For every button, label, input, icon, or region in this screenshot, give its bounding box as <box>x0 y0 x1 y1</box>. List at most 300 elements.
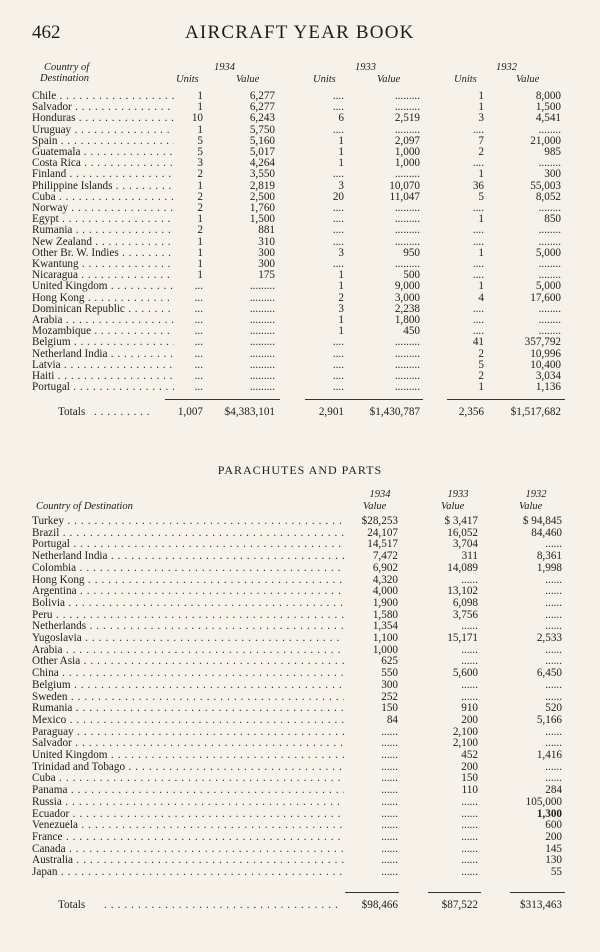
value-header-1932: Value <box>516 74 540 85</box>
country-name: Other Br. W. Indies . . . <box>32 248 174 259</box>
p-totals-value-1932: $313,463 <box>520 899 562 911</box>
totals-label: Totals <box>58 406 86 418</box>
units-1932: 7 <box>478 134 484 147</box>
p-value-1932: 520 <box>545 702 562 715</box>
table-row <box>0 738 600 750</box>
value-1934: 2,500 <box>249 190 275 203</box>
units-1933: .... <box>332 168 344 181</box>
p-value-1932: ...... <box>545 538 562 551</box>
table-row <box>0 867 600 879</box>
p-value-1933: ...... <box>461 830 478 843</box>
p-totals-label: Totals <box>58 899 86 911</box>
value-1934: ......... <box>249 381 275 394</box>
p-value-1934: $28,253 <box>361 515 398 527</box>
value-1934: 4,264 <box>249 157 275 170</box>
units-1934: 2 <box>197 202 203 214</box>
country-name: Salvador . . . <box>32 738 344 750</box>
p-value-1933: 910 <box>461 702 478 715</box>
units-1933: .... <box>332 258 344 270</box>
country-name: Hong Kong . . . <box>32 575 344 587</box>
units-1933: 3 <box>338 302 344 315</box>
value-1933: ......... <box>394 336 420 349</box>
p-value-1934: ...... <box>381 749 398 761</box>
value-1934: ......... <box>249 370 275 382</box>
value-1934: ......... <box>249 325 275 338</box>
country-name: Netherlands . . . <box>32 621 344 633</box>
country-name: Argentina . . . <box>32 586 344 598</box>
value-1934: 175 <box>258 269 275 282</box>
p-value-1932: 145 <box>545 842 562 855</box>
units-1934: ... <box>194 325 203 338</box>
value-1934: 1,500 <box>249 213 275 226</box>
table-row <box>0 855 600 867</box>
value-1932: 5,000 <box>535 246 561 259</box>
units-1933: .... <box>332 123 344 136</box>
p-value-1933: ...... <box>461 655 478 668</box>
country-name: Portugal . . . <box>32 382 174 393</box>
units-1934: ... <box>194 370 203 382</box>
country-name: Egypt . . . <box>32 214 174 225</box>
p-value-1934: ...... <box>381 725 398 738</box>
p-value-1932: ...... <box>545 585 562 598</box>
value-1932: 55,003 <box>530 179 561 192</box>
value-1932: ........ <box>538 157 561 170</box>
table-row <box>0 844 600 856</box>
country-name: New Zealand . . . <box>32 237 174 248</box>
value-1932: ........ <box>538 202 561 214</box>
country-name: Bolivia . . . <box>32 598 344 610</box>
table-row <box>0 586 600 598</box>
p-value-1932: ...... <box>545 760 562 773</box>
value-1934: ......... <box>249 358 275 371</box>
p-value-header-1932: Value <box>519 501 543 512</box>
value-1932: 10,400 <box>530 358 561 371</box>
p-value-1932: 600 <box>545 819 562 832</box>
value-1933: 2,238 <box>394 302 420 315</box>
p-value-1934: 6,902 <box>372 561 398 574</box>
units-1934: 1 <box>197 258 203 270</box>
p-value-1932: ...... <box>545 772 562 785</box>
p-value-1932: ...... <box>545 608 562 621</box>
units-1932: 1 <box>478 246 484 259</box>
table-row <box>0 762 600 774</box>
units-1932: .... <box>472 269 484 282</box>
units-1933: .... <box>332 347 344 360</box>
value-1934: 300 <box>258 258 275 270</box>
country-name: Costa Rica . . . <box>32 158 174 169</box>
value-1933: ......... <box>394 381 420 394</box>
p-value-1932: $ 94,845 <box>522 515 562 527</box>
value-1933: 450 <box>403 325 420 338</box>
units-1934: ... <box>194 336 203 349</box>
value-1932: 5,000 <box>535 280 561 293</box>
totals-value-1933: $1,430,787 <box>369 406 420 418</box>
value-1932: 985 <box>544 146 561 158</box>
value-header-1933: Value <box>377 74 401 85</box>
country-name: France . . . <box>32 832 344 844</box>
units-1933: 20 <box>332 190 344 203</box>
units-1933: 1 <box>338 146 344 158</box>
country-name: Yugoslavia . . . <box>32 633 344 645</box>
table-row <box>0 680 600 692</box>
units-1933: 3 <box>338 179 344 192</box>
p-year-1932-header: 1932 <box>525 489 547 500</box>
country-header-line1: Country of <box>44 62 90 73</box>
value-1933: ......... <box>394 101 420 114</box>
table-row <box>0 750 600 762</box>
table-row <box>0 797 600 809</box>
table-row <box>0 598 600 610</box>
value-1934: 6,277 <box>249 101 275 114</box>
totals-units-1933: 2,901 <box>318 406 344 418</box>
p-country-header: Country of Destination <box>36 501 133 512</box>
value-1932: 4,541 <box>535 112 561 125</box>
value-1933: ......... <box>394 370 420 382</box>
units-1933: .... <box>332 336 344 349</box>
p-value-1933: 13,102 <box>447 585 478 598</box>
p-total-rule-1933 <box>428 892 481 893</box>
totals-value-1934: $4,383,101 <box>224 406 275 418</box>
country-name: Rumania . . . <box>32 225 174 236</box>
units-1932: .... <box>472 224 484 237</box>
year-1933-header: 1933 <box>355 62 376 73</box>
p-value-1932: ...... <box>545 620 562 633</box>
value-1933: ......... <box>394 123 420 136</box>
units-1934: 1 <box>197 246 203 259</box>
value-1933: ......... <box>394 224 420 237</box>
p-value-1934: ...... <box>381 830 398 843</box>
units-1932: 5 <box>478 358 484 371</box>
units-1933: .... <box>332 358 344 371</box>
value-1934: 5,160 <box>249 134 275 147</box>
units-1933: 1 <box>338 325 344 338</box>
p-value-1932: 5,166 <box>536 713 562 726</box>
table-row <box>0 727 600 739</box>
value-1934: 300 <box>258 246 275 259</box>
country-name: Finland . . . <box>32 169 174 180</box>
p-value-1934: 1,900 <box>372 596 398 609</box>
units-1932: 4 <box>478 291 484 304</box>
totals-units-1934: 1,007 <box>177 406 203 418</box>
units-1933: 1 <box>338 269 344 282</box>
p-value-1934: ...... <box>381 854 398 867</box>
value-1932: ........ <box>538 258 561 270</box>
value-1933: 11,047 <box>389 190 420 203</box>
units-1934: ... <box>194 280 203 293</box>
p-totals-leader: . . . . . . . . . . . . . . . . . . . . . . . . . . . . . . . . . . . <box>104 899 339 911</box>
p-value-1934: 1,580 <box>372 608 398 621</box>
p-value-1932: 1,416 <box>536 749 562 761</box>
country-name: Spain . . . <box>32 136 174 147</box>
p-value-1933: ...... <box>461 678 478 691</box>
table-row <box>0 809 600 821</box>
p-value-1932: 8,361 <box>536 550 562 563</box>
p-value-1933: ...... <box>461 842 478 855</box>
p-value-1932: 1,998 <box>536 561 562 574</box>
p-value-1934: 84 <box>386 713 398 726</box>
units-1934: ... <box>194 381 203 394</box>
p-value-1934: 7,472 <box>372 550 398 563</box>
table-row <box>0 528 600 540</box>
p-value-1933: 311 <box>461 550 478 563</box>
units-1933: 2 <box>338 291 344 304</box>
units-1933: .... <box>332 224 344 237</box>
value-1934: ......... <box>249 347 275 360</box>
value-1933: 1,000 <box>394 157 420 170</box>
value-1933: ......... <box>394 347 420 360</box>
table-row <box>0 563 600 575</box>
p-value-1934: ...... <box>381 784 398 797</box>
p-value-1934: 24,107 <box>367 526 398 539</box>
country-name: Canada . . . <box>32 844 344 856</box>
value-1933: 9,000 <box>394 280 420 293</box>
p-totals-row <box>0 900 600 912</box>
value-1932: 1,136 <box>535 381 561 394</box>
units-1933: 1 <box>338 314 344 326</box>
p-value-1933: 2,100 <box>452 725 478 738</box>
value-1932: ........ <box>538 314 561 326</box>
units-1934: 1 <box>197 123 203 136</box>
p-value-1934: 4,320 <box>372 573 398 586</box>
units-1934: 2 <box>197 168 203 181</box>
units-1934: 1 <box>197 101 203 114</box>
value-1933: 1,000 <box>394 146 420 158</box>
value-1933: 500 <box>403 269 420 282</box>
units-1933: 6 <box>338 112 344 125</box>
value-1932: 850 <box>544 213 561 226</box>
value-1933: 1,800 <box>394 314 420 326</box>
p-value-1933: 5,600 <box>452 667 478 680</box>
value-1932: 357,792 <box>524 336 561 349</box>
p-value-1933: ...... <box>461 819 478 832</box>
value-1934: ......... <box>249 302 275 315</box>
units-1932: 1 <box>478 280 484 293</box>
p-value-1933: 2,100 <box>452 737 478 750</box>
units-header-1932: Units <box>454 74 477 85</box>
p-value-1932: 284 <box>545 784 562 797</box>
units-1933: .... <box>332 370 344 382</box>
units-1932: 5 <box>478 190 484 203</box>
units-1933: 1 <box>338 280 344 293</box>
country-name: Belgium . . . <box>32 337 174 348</box>
units-1932: .... <box>472 235 484 248</box>
p-value-1934: ...... <box>381 772 398 785</box>
value-1932: ........ <box>538 224 561 237</box>
p-value-1933: 14,089 <box>447 561 478 574</box>
country-name: Guatemala . . . <box>32 147 174 158</box>
value-1933: ......... <box>394 202 420 214</box>
p-value-1934: ...... <box>381 866 398 878</box>
units-1932: 2 <box>478 146 484 158</box>
country-name: Nicaragua . . . <box>32 270 174 281</box>
country-name: United Kingdom . . . <box>32 750 344 762</box>
p-value-1933: ...... <box>461 643 478 656</box>
table-row <box>0 692 600 704</box>
p-value-1933: 452 <box>461 749 478 761</box>
p-value-1934: 550 <box>381 667 398 680</box>
p-value-1932: ...... <box>545 690 562 703</box>
p-value-1933: 3,704 <box>452 538 478 551</box>
country-name: Kwantung . . . <box>32 259 174 270</box>
p-value-1934: 4,000 <box>372 585 398 598</box>
value-1932: ........ <box>538 235 561 248</box>
units-1933: .... <box>332 101 344 114</box>
table-row <box>0 703 600 715</box>
units-1934: 5 <box>197 146 203 158</box>
value-1932: 21,000 <box>530 134 561 147</box>
value-1932: 8,000 <box>535 90 561 102</box>
p-value-1934: ...... <box>381 760 398 773</box>
p-value-1933: 200 <box>461 760 478 773</box>
country-name: Cuba . . . <box>32 773 344 785</box>
value-1934: ......... <box>249 280 275 293</box>
p-value-1934: 1,100 <box>372 632 398 644</box>
table-row <box>0 715 600 727</box>
units-1933: 1 <box>338 134 344 147</box>
table-row <box>0 575 600 587</box>
units-1932: 3 <box>478 112 484 125</box>
country-name: Latvia . . . <box>32 360 174 371</box>
p-value-1932: ...... <box>545 678 562 691</box>
value-1934: ......... <box>249 336 275 349</box>
p-value-1932: 105,000 <box>525 795 562 808</box>
value-1934: 310 <box>258 235 275 248</box>
units-1934: 2 <box>197 190 203 203</box>
p-value-1934: 625 <box>381 655 398 668</box>
units-header-1934: Units <box>176 74 199 85</box>
p-totals-value-1934: $98,466 <box>361 899 398 911</box>
country-name: Arabia . . . <box>32 315 174 326</box>
country-name: Honduras . . . <box>32 113 174 124</box>
value-1933: 2,519 <box>394 112 420 125</box>
units-1933: .... <box>332 213 344 226</box>
p-value-1934: 14,517 <box>367 538 398 551</box>
totals-leader: . . . . . . . . . <box>94 406 151 418</box>
country-header-line2: Destination <box>40 73 89 84</box>
year-1934-header: 1934 <box>214 62 235 73</box>
country-name: Haiti . . . <box>32 371 174 382</box>
country-name: Belgium . . . <box>32 680 344 692</box>
units-1933: .... <box>332 381 344 394</box>
units-1934: ... <box>194 302 203 315</box>
p-value-1933: ...... <box>461 854 478 867</box>
country-name: Mexico . . . <box>32 715 344 727</box>
value-1934: 6,243 <box>249 112 275 125</box>
p-value-1932: 130 <box>545 854 562 867</box>
table-row <box>0 785 600 797</box>
value-1932: ........ <box>538 123 561 136</box>
p-value-1932: ...... <box>545 573 562 586</box>
value-1932: ........ <box>538 269 561 282</box>
value-1932: ........ <box>538 302 561 315</box>
p-value-1932: 1,300 <box>536 807 562 820</box>
table-row <box>0 633 600 645</box>
value-1933: 2,097 <box>394 134 420 147</box>
units-1934: ... <box>194 347 203 360</box>
country-name: China . . . <box>32 668 344 680</box>
country-name: Netherland India . . . <box>32 551 344 563</box>
table-row <box>0 773 600 785</box>
units-1934: 1 <box>197 179 203 192</box>
country-name: Ecuador . . . <box>32 809 344 821</box>
units-1933: .... <box>332 202 344 214</box>
country-name: Japan . . . <box>32 867 344 879</box>
p-value-1933: ...... <box>461 795 478 808</box>
value-1934: ......... <box>249 291 275 304</box>
units-1934: 1 <box>197 213 203 226</box>
country-name: Turkey . . . <box>32 516 344 528</box>
value-1933: ......... <box>394 358 420 371</box>
p-value-1932: ...... <box>545 643 562 656</box>
country-name: Paraguay . . . <box>32 727 344 739</box>
country-name: Arabia . . . <box>32 645 344 657</box>
value-1934: 5,750 <box>249 123 275 136</box>
country-name: Philippine Islands . . . <box>32 181 174 192</box>
p-value-1934: ...... <box>381 819 398 832</box>
page-number: 462 <box>32 22 61 43</box>
units-1932: 2 <box>478 347 484 360</box>
value-1932: 10,996 <box>530 347 561 360</box>
units-1934: 1 <box>197 235 203 248</box>
p-value-1933: 200 <box>461 713 478 726</box>
totals-units-1932: 2,356 <box>458 406 484 418</box>
value-1934: 5,017 <box>249 146 275 158</box>
units-1934: 3 <box>197 157 203 170</box>
units-1934: 1 <box>197 269 203 282</box>
p-totals-value-1933: $87,522 <box>441 899 478 911</box>
p-total-rule-1934 <box>345 892 399 893</box>
p-value-1933: ...... <box>461 690 478 703</box>
p-value-1934: 300 <box>381 678 398 691</box>
p-value-1934: 252 <box>381 690 398 703</box>
table-row <box>0 516 600 528</box>
p-value-1932: 84,460 <box>531 526 562 539</box>
p-total-rule-1932 <box>510 892 565 893</box>
value-1934: 2,819 <box>249 179 275 192</box>
country-name: Trinidad and Tobago . . . <box>32 762 344 774</box>
units-1932: .... <box>472 314 484 326</box>
table-row <box>0 832 600 844</box>
p-value-1934: 1,354 <box>372 620 398 633</box>
units-header-1933: Units <box>313 74 336 85</box>
units-1932: .... <box>472 302 484 315</box>
value-1934: 1,760 <box>249 202 275 214</box>
country-name: Salvador . . . <box>32 102 174 113</box>
units-1933: 1 <box>338 157 344 170</box>
p-value-1933: ...... <box>461 866 478 878</box>
units-1934: 2 <box>197 224 203 237</box>
p-value-1934: ...... <box>381 807 398 820</box>
p-value-1932: 2,533 <box>536 632 562 644</box>
table-row <box>0 539 600 551</box>
units-1934: 1 <box>197 90 203 102</box>
value-1933: ......... <box>394 168 420 181</box>
units-1934: ... <box>194 358 203 371</box>
country-name: Uruguay . . . <box>32 125 174 136</box>
p-value-1934: 1,000 <box>372 643 398 656</box>
country-name: Peru . . . <box>32 610 344 622</box>
p-value-header-1934: Value <box>363 501 387 512</box>
country-name: Portugal . . . <box>32 539 344 551</box>
units-1933: .... <box>332 90 344 102</box>
country-name: Other Asia . . . <box>32 656 344 668</box>
country-name: United Kingdom . . . <box>32 281 174 292</box>
value-header-1934: Value <box>236 74 260 85</box>
value-1934: 6,277 <box>249 90 275 102</box>
country-name: Russia . . . <box>32 797 344 809</box>
country-name: Rumania . . . <box>32 703 344 715</box>
units-1932: 36 <box>472 179 484 192</box>
